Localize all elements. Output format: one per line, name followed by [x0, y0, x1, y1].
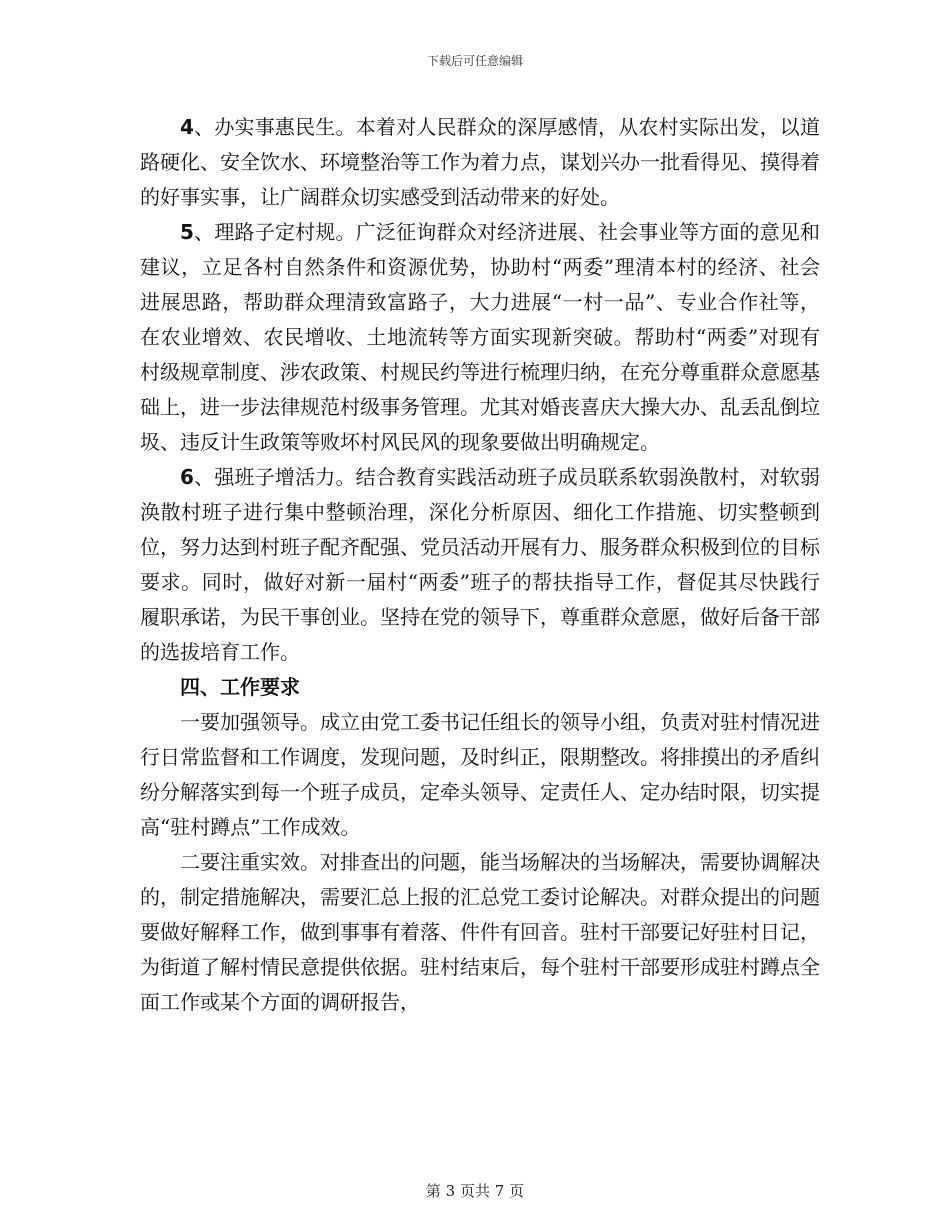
document-body [140, 110, 820, 1020]
requirement-paragraph: 一要加强领导。成立由党工委书记任组长的领导小组，负责对驻村情况进行日常监督和工作调度，发现问题，及时纠正，限期整改。将排摸出的矛盾纠纷分解落实到每一个班子成员，定牵头领导、定责任人、定办结时限，切实提高“驻村蹲点”工作成效。 [140, 710, 820, 839]
item-number: 6 [180, 465, 194, 489]
item-number: 5 [180, 220, 194, 244]
paragraph-item-4 [140, 110, 820, 215]
paragraph-text: 、办实事惠民生。本着对人民群众的深厚感情，从农村实际出发，以道路硬化、安全饮水、环境整治等工作为着力点，谋划兴办一批看得见、摸得着的好事实事，让广阔群众切实感受到活动带来的好处。 [140, 115, 820, 209]
section-heading: 四、工作要求 [180, 675, 300, 699]
paragraph-item-5 [140, 215, 820, 460]
paragraph-item-6 [140, 460, 820, 670]
requirement-paragraph: 二要注重实效。对排查出的问题，能当场解决的当场解决，需要协调解决的，制定措施解决，需要汇总上报的汇总党工委讨论解决。对群众提出的问题要做好解释工作，做到事事有着落、件件有回音。驻村干部要记好驻村日记，为街道了解村情民意提供依据。驻村结束后，每个驻村干部要形成驻村蹲点全面工作或某个方面的调研报告， [140, 850, 820, 1014]
page-header: 下载后可任意编辑 [426, 54, 523, 68]
paragraph-text: 、强班子增活力。结合教育实践活动班子成员联系软弱涣散村，对软弱涣散村班子进行集中整顿治理，深化分析原因、细化工作措施、切实整顿到位，努力达到村班子配齐配强、党员活动开展有力、服务群众积极到位的目标要求。同时，做好对新一届村“两委”班子的帮扶指导工作，督促其尽快践行履职承诺，为民干事创业。坚持在党的领导下，尊重群众意愿，做好后备干部的选拔培育工作。 [140, 465, 820, 664]
paragraph-text: 、理路子定村规。广泛征询群众对经济进展、社会事业等方面的意见和建议，立足各村自然条件和资源优势，协助村“两委”理清本村的经济、社会进展思路，帮助群众理清致富路子，大力进展“一村一品”、专业合作社等，在农业增效、农民增收、土地流转等方面实现新突破。帮助村“两委”对现有村级规章制度、涉农政策、村规民约等进行梳理归纳，在充分尊重群众意愿基础上，进一步法律规范村级事务管理。尤其对婚丧喜庆大操大办、乱丢乱倒垃圾、违反计生政策等败坏村风民风的现象要做出明确规定。 [140, 220, 820, 454]
page-footer: 第 3 页共 7 页 [425, 1182, 525, 1200]
item-number: 4 [180, 115, 194, 139]
